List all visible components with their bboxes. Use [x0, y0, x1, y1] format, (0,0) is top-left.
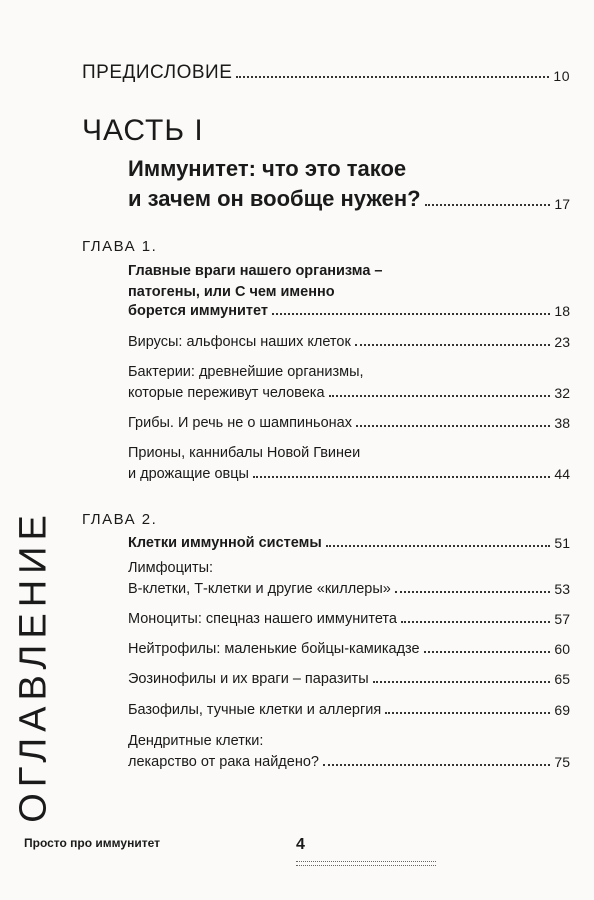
chapter2-title: Клетки иммунной системы [128, 535, 322, 551]
toc-entry-section [128, 413, 570, 433]
toc-entry-chapter2 [128, 534, 570, 553]
leader-dots [329, 395, 551, 397]
section-title: Вирусы: альфонсы наших клеток [128, 334, 351, 350]
chapter2-label: ГЛАВА 2. [82, 511, 158, 528]
section-title: Базофилы, тучные клетки и аллергия [128, 702, 382, 718]
section-title: Грибы. И речь не о шампиньонах [128, 415, 352, 431]
toc-entry-section [128, 639, 570, 659]
section-page: 44 [554, 466, 570, 482]
leader-dots [424, 651, 551, 653]
section-page: 23 [554, 334, 570, 350]
part-title-line2: и зачем он вообще нужен? [128, 186, 421, 211]
leader-dots [355, 344, 551, 346]
section-title-line2: лекарство от рака найдено? [128, 754, 319, 770]
part1-page: 17 [554, 196, 570, 212]
leader-dots [385, 712, 550, 714]
footer-book-title: Просто про иммунитет [24, 836, 160, 850]
toc-entry-section [128, 332, 570, 352]
section-title: Эозинофилы и их враги – паразиты [128, 671, 369, 687]
vertical-section-label [12, 508, 55, 823]
chapter2-page: 51 [554, 535, 570, 551]
chapter1-page: 18 [554, 303, 570, 319]
section-page: 38 [554, 415, 570, 431]
section-page: 57 [554, 611, 570, 627]
preface-label: ПРЕДИСЛОВИЕ [82, 62, 233, 83]
section-title-line1: Лимфоциты: [128, 560, 214, 576]
leader-dots [401, 621, 550, 623]
toc-entry-section [128, 752, 570, 772]
leader-dots [425, 204, 551, 206]
toc-entry-section [128, 464, 570, 484]
toc-entry-part1 [128, 186, 570, 212]
section-title-line2: и дрожащие овцы [128, 466, 249, 482]
section-page: 60 [554, 641, 570, 657]
chapter1-title-line1: Главные враги нашего организма – [128, 263, 383, 279]
part-title-line1: Иммунитет: что это такое [128, 156, 407, 181]
toc-entry-section [128, 700, 570, 720]
leader-dots [356, 425, 550, 427]
section-title-line1: Дендритные клетки: [128, 733, 264, 749]
toc-entry-section [128, 579, 570, 599]
toc-entry-preface [82, 62, 570, 84]
section-page: 32 [554, 385, 570, 401]
toc-entry-section [128, 669, 570, 689]
section-title: Нейтрофилы: маленькие бойцы-камикадзе [128, 641, 420, 657]
chapter1-label: ГЛАВА 1. [82, 238, 158, 255]
leader-dots [326, 545, 551, 547]
section-title-line1: Прионы, каннибалы Новой Гвинеи [128, 445, 361, 461]
section-page: 69 [554, 702, 570, 718]
toc-entry-section [128, 383, 570, 403]
page-number: 4 [296, 836, 305, 853]
leader-dots [272, 313, 550, 315]
leader-dots [373, 681, 551, 683]
section-page: 65 [554, 671, 570, 687]
section-page: 53 [554, 581, 570, 597]
leader-dots [236, 76, 549, 78]
leader-dots [253, 476, 550, 478]
toc-entry-chapter1 [128, 302, 570, 321]
chapter1-title-line3: борется иммунитет [128, 303, 268, 319]
section-title-line2: В-клетки, Т-клетки и другие «киллеры» [128, 581, 391, 597]
part-label: ЧАСТЬ I [82, 114, 204, 147]
preface-page: 10 [553, 68, 570, 84]
leader-dots [323, 764, 550, 766]
section-title: Моноциты: спецназ нашего иммунитета [128, 611, 397, 627]
toc-entry-section [128, 609, 570, 629]
section-title-line2: которые переживут человека [128, 385, 325, 401]
leader-dots [395, 591, 551, 593]
footer-divider [296, 861, 436, 866]
section-page: 75 [554, 754, 570, 770]
sidebar-label: ОГЛАВЛЕНИЕ [12, 508, 55, 823]
section-title-line1: Бактерии: древнейшие организмы, [128, 364, 364, 380]
chapter1-title-line2: патогены, или С чем именно [128, 284, 335, 300]
